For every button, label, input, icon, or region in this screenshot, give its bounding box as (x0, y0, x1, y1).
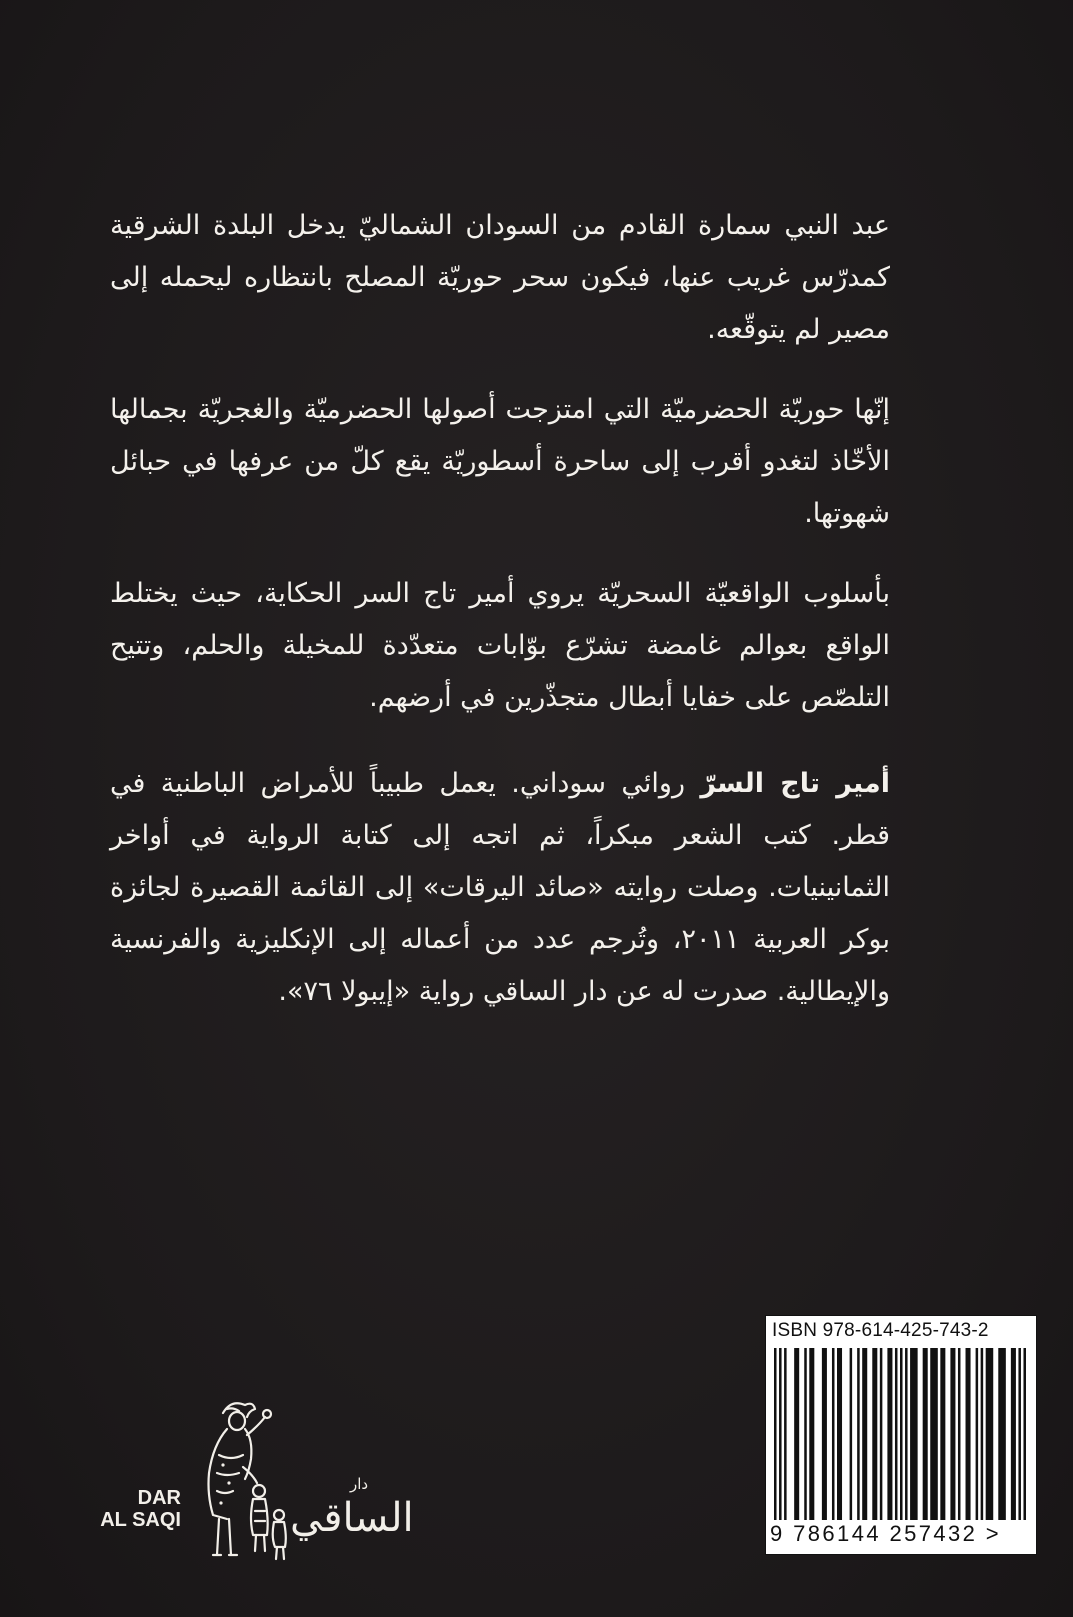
blurb-paragraph-3: بأسلوب الواقعيّة السحريّة يروي أمير تاج السر الحكاية، حيث يختلط الواقع بعوالم غامضة تشرّع بوّابات متعدّدة للمخيلة والحلم، وتتيح التلصّص على خفايا أبطال متجذّرين في أرضهم. (110, 578, 890, 713)
barcode-bar (784, 1348, 787, 1520)
barcode-bar (774, 1348, 777, 1520)
author-bio (110, 758, 890, 1018)
blurb-paragraph-1: عبد النبي سمارة القادم من السودان الشماليّ يدخل البلدة الشرقية كمدرّس غريب عنها، فيكون سحر حوريّة المصلح بانتظاره ليحمله إلى مصير لم يتوقّعه. (110, 210, 890, 345)
barcode-bar (940, 1348, 945, 1520)
barcode-bar (998, 1348, 1006, 1520)
barcode-bar (958, 1348, 961, 1520)
isbn-barcode (765, 1315, 1037, 1555)
barcode-bar (872, 1348, 877, 1520)
author-bio-text: روائي سوداني. يعمل طبيباً للأمراض الباطنية في قطر. كتب الشعر مبكراً، ثم اتجه إلى كتابة الرواية في أواخر الثمانينيات. وصلت روايته «صائد اليرقات» إلى القائمة القصيرة لجائزة بوكر العربية ٢٠١١، وتُرجم عدد من أعماله إلى الإنكليزية والفرنسية والإيطالية. صدرت له عن دار الساقي رواية «إيبولا ٧٦». (110, 768, 891, 1007)
barcode-bar (910, 1348, 918, 1520)
publisher-logo (95, 1395, 415, 1565)
barcode-bar (822, 1348, 827, 1520)
barcode-bar (1023, 1348, 1026, 1520)
publisher-name-en: DAR AL SAQI (100, 1487, 181, 1531)
barcode-bar (986, 1348, 994, 1520)
barcode-bar (966, 1348, 971, 1520)
publisher-name-ar-small: دار (350, 1475, 369, 1493)
barcode-bar (887, 1348, 892, 1520)
barcode-bar (880, 1348, 883, 1520)
ean-digits: 9 786144 257432 > (770, 1521, 1002, 1546)
barcode-bar (794, 1348, 799, 1520)
barcode-bar (832, 1348, 835, 1520)
barcode-bar (900, 1348, 903, 1520)
barcode-bar (1011, 1348, 1016, 1520)
author-name: أمير تاج السرّ (700, 768, 890, 799)
barcode-bar (809, 1348, 814, 1520)
publisher-name-ar: الساقي (290, 1495, 414, 1541)
barcode-bar (862, 1348, 867, 1520)
barcode-bar (895, 1348, 898, 1520)
blurb-text (110, 200, 890, 1046)
barcode-bar (850, 1348, 853, 1520)
isbn-label: ISBN 978-614-425-743-2 (772, 1320, 989, 1341)
barcode-bar (981, 1348, 984, 1520)
barcode-bar (804, 1348, 807, 1520)
barcode-bar (923, 1348, 928, 1520)
barcode-bar (837, 1348, 842, 1520)
barcode-bar (950, 1348, 955, 1520)
barcode-bar (857, 1348, 860, 1520)
blurb-paragraph-2: إنّها حوريّة الحضرميّة التي امتزجت أصولها الحضرميّة والغجريّة بجمالها الأخّاذ لتغدو أقرب إلى ساحرة أسطوريّة يقع كلّ من عرفها في حبائل شهوتها. (110, 394, 890, 529)
barcode-bar (779, 1348, 782, 1520)
barcode-bar (976, 1348, 979, 1520)
barcode-bars (774, 1348, 1030, 1520)
barcode-bar (1018, 1348, 1021, 1520)
barcode-bar (930, 1348, 938, 1520)
barcode-bar (905, 1348, 908, 1520)
figure-with-children-icon (183, 1395, 293, 1565)
